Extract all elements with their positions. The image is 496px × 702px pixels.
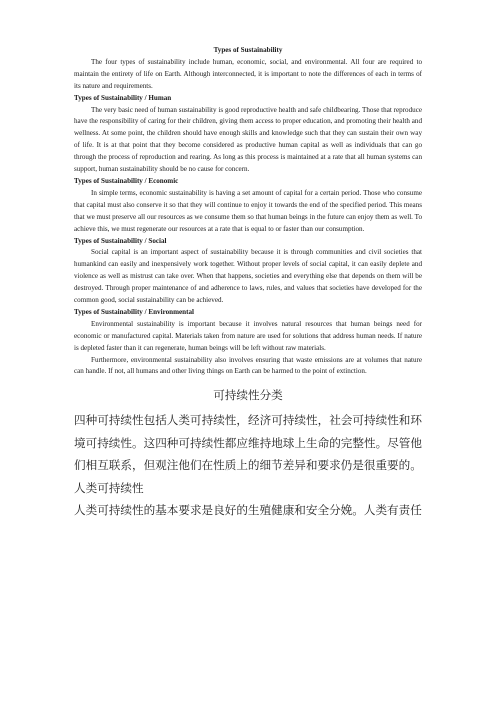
english-article [74,45,422,378]
chinese-article [74,384,422,522]
section-heading-social: Types of Sustainability / Social [74,236,167,245]
section-paragraph-environmental-1: Environmental sustainability is important because it involves natural resources that human beings need for economic or manufactured capital. Materials taken from nature are used for solutions that address human needs. If nature is depleted faster than it can regenerate, human beings will be left without raw materials. [74,319,422,352]
section-paragraph-human: The very basic need of human sustainability is good reproductive health and safe childbearing. Those that reproduce have the responsibility of caring for their children, giving them access to proper education, and promoting their health and wellness. At some point, the children should have enough skills and knowledge such that they can sustain their own way of life. It is at that point that they become considered as productive human capital as well as individuals that can go through the process of reproduction and rearing. As long as this process is maintained at a rate that all human systems can support, human sustainability should be no cause for concern. [74,105,422,174]
zh-title: 可持续性分类 [213,388,283,403]
intro-paragraph: The four types of sustainability include human, economic, social, and environmental. All four are required to maintain the entirety of life on Earth. Although interconnected, it is important to note the differences of each in terms of its nature and requirements. [74,57,422,90]
zh-section-heading-human: 人类可持续性 [74,480,144,495]
section-heading-environmental: Types of Sustainability / Environmental [74,307,194,316]
section-heading-economic: Types of Sustainability / Economic [74,176,179,185]
page-content [74,45,422,522]
zh-section-paragraph-human: 人类可持续性的基本要求是良好的生殖健康和安全分娩。人类有责任 [74,503,422,518]
section-heading-human: Types of Sustainability / Human [74,93,172,102]
zh-intro-paragraph: 四种可持续性包括人类可持续性，经济可持续性，社会可持续性和环境可持续性。这四种可持续性都应维持地球上生命的完整性。尽管他们相互联系，但观注他们在性质上的细节差异和要求仍是很重要的。 [74,413,422,473]
article-title: Types of Sustainability [213,46,283,54]
section-paragraph-social: Social capital is an important aspect of sustainability because it is through communities and civil societies that humankind can easily and inexpensively work together. Without proper levels of social capital, it can easily deplete and violence as well as mistrust can take over. When that happens, societies and everything else that depends on them will be destroyed. Through proper maintenance of and adherence to laws, rules, and values that societies have developed for the common good, social sustainability can be achieved. [74,248,422,305]
section-paragraph-environmental-2: Furthermore, environmental sustainability also involves ensuring that waste emissions are at volumes that nature can handle. If not, all humans and other living things on Earth can be harmed to the point of extinction. [74,355,422,376]
section-paragraph-economic: In simple terms, economic sustainability is having a set amount of capital for a certain period. Those who consume that capital must also conserve it so that they will continue to enjoy it towards the end of the specified period. This means that we must preserve all our resources as we consume them so that human beings in the future can enjoy them as well. To achieve this, we must regenerate our resources at a rate that is equal to or faster than our consumption. [74,188,422,233]
